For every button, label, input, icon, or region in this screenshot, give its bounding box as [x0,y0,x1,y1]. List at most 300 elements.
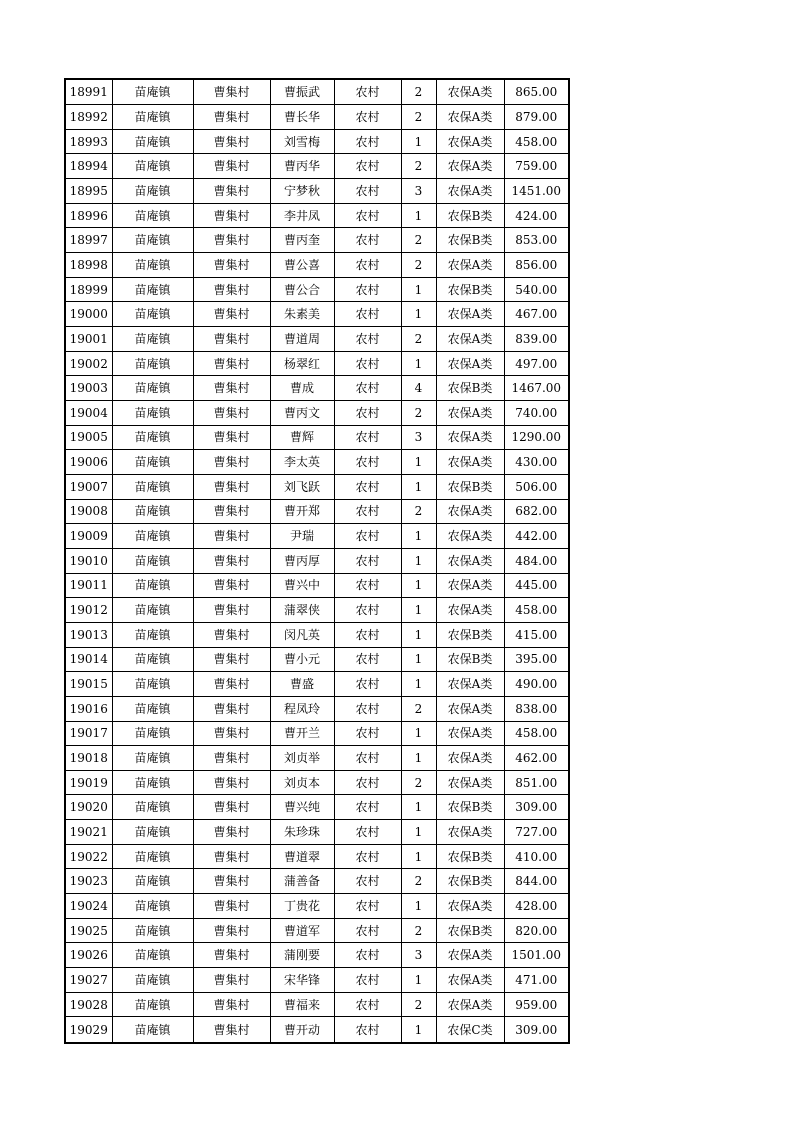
cell-residence-type: 农村 [334,79,401,105]
cell-village: 曹集村 [193,105,270,130]
cell-village: 曹集村 [193,499,270,524]
cell-town: 苗庵镇 [112,1017,193,1043]
cell-town: 苗庵镇 [112,302,193,327]
cell-insurance-category: 农保B类 [436,795,504,820]
cell-insurance-category: 农保B类 [436,869,504,894]
cell-person-count: 1 [401,1017,436,1043]
cell-amount: 467.00 [504,302,569,327]
cell-person-count: 1 [401,968,436,993]
cell-person-count: 2 [401,918,436,943]
cell-record-id: 18995 [65,179,112,204]
cell-village: 曹集村 [193,844,270,869]
cell-record-id: 19014 [65,647,112,672]
cell-record-id: 19001 [65,327,112,352]
cell-village: 曹集村 [193,647,270,672]
cell-town: 苗庵镇 [112,598,193,623]
cell-residence-type: 农村 [334,869,401,894]
cell-insurance-category: 农保A类 [436,400,504,425]
table-row [65,302,569,327]
cell-amount: 424.00 [504,203,569,228]
cell-village: 曹集村 [193,450,270,475]
cell-record-id: 19016 [65,696,112,721]
cell-person-name: 曹丙华 [270,154,334,179]
cell-record-id: 18992 [65,105,112,130]
cell-record-id: 19022 [65,844,112,869]
cell-residence-type: 农村 [334,302,401,327]
cell-person-count: 1 [401,598,436,623]
cell-person-name: 曹福来 [270,992,334,1017]
table-row [65,105,569,130]
cell-village: 曹集村 [193,672,270,697]
cell-insurance-category: 农保A类 [436,129,504,154]
cell-town: 苗庵镇 [112,746,193,771]
cell-village: 曹集村 [193,376,270,401]
cell-person-count: 2 [401,696,436,721]
table-row [65,524,569,549]
cell-insurance-category: 农保A类 [436,672,504,697]
table-row [65,1017,569,1043]
cell-record-id: 19006 [65,450,112,475]
cell-residence-type: 农村 [334,844,401,869]
cell-residence-type: 农村 [334,622,401,647]
cell-insurance-category: 农保A类 [436,548,504,573]
cell-residence-type: 农村 [334,770,401,795]
cell-person-count: 2 [401,105,436,130]
cell-person-count: 1 [401,129,436,154]
cell-residence-type: 农村 [334,647,401,672]
cell-residence-type: 农村 [334,943,401,968]
cell-person-name: 曹振武 [270,79,334,105]
cell-person-name: 朱素美 [270,302,334,327]
cell-town: 苗庵镇 [112,450,193,475]
cell-town: 苗庵镇 [112,894,193,919]
cell-amount: 820.00 [504,918,569,943]
cell-residence-type: 农村 [334,968,401,993]
cell-amount: 1451.00 [504,179,569,204]
cell-town: 苗庵镇 [112,820,193,845]
cell-person-count: 2 [401,869,436,894]
cell-person-name: 刘贞本 [270,770,334,795]
table-row [65,548,569,573]
cell-village: 曹集村 [193,228,270,253]
table-row [65,277,569,302]
cell-person-count: 1 [401,573,436,598]
cell-record-id: 19017 [65,721,112,746]
cell-town: 苗庵镇 [112,499,193,524]
table-row [65,79,569,105]
cell-amount: 458.00 [504,598,569,623]
cell-amount: 879.00 [504,105,569,130]
cell-town: 苗庵镇 [112,474,193,499]
cell-village: 曹集村 [193,820,270,845]
table-row [65,992,569,1017]
cell-record-id: 19025 [65,918,112,943]
cell-record-id: 18993 [65,129,112,154]
table-row [65,844,569,869]
cell-record-id: 19007 [65,474,112,499]
table-row [65,894,569,919]
cell-person-name: 程凤玲 [270,696,334,721]
cell-village: 曹集村 [193,129,270,154]
cell-town: 苗庵镇 [112,943,193,968]
cell-residence-type: 农村 [334,1017,401,1043]
cell-town: 苗庵镇 [112,327,193,352]
cell-person-name: 曹小元 [270,647,334,672]
cell-insurance-category: 农保A类 [436,253,504,278]
cell-town: 苗庵镇 [112,179,193,204]
cell-person-name: 刘贞举 [270,746,334,771]
cell-amount: 442.00 [504,524,569,549]
cell-insurance-category: 农保A类 [436,524,504,549]
cell-town: 苗庵镇 [112,770,193,795]
cell-person-name: 曹开动 [270,1017,334,1043]
cell-amount: 428.00 [504,894,569,919]
cell-person-name: 蒲刚要 [270,943,334,968]
cell-person-count: 2 [401,253,436,278]
cell-residence-type: 农村 [334,277,401,302]
cell-town: 苗庵镇 [112,105,193,130]
cell-person-name: 曹兴中 [270,573,334,598]
cell-village: 曹集村 [193,179,270,204]
table-row [65,253,569,278]
cell-insurance-category: 农保B类 [436,918,504,943]
cell-residence-type: 农村 [334,376,401,401]
cell-amount: 759.00 [504,154,569,179]
cell-residence-type: 农村 [334,425,401,450]
cell-village: 曹集村 [193,746,270,771]
cell-amount: 395.00 [504,647,569,672]
cell-amount: 959.00 [504,992,569,1017]
cell-village: 曹集村 [193,253,270,278]
cell-insurance-category: 农保A类 [436,721,504,746]
cell-person-count: 4 [401,376,436,401]
cell-person-count: 1 [401,622,436,647]
cell-residence-type: 农村 [334,499,401,524]
cell-town: 苗庵镇 [112,918,193,943]
cell-person-count: 1 [401,548,436,573]
cell-record-id: 19012 [65,598,112,623]
cell-village: 曹集村 [193,696,270,721]
cell-record-id: 18998 [65,253,112,278]
cell-town: 苗庵镇 [112,277,193,302]
cell-person-count: 2 [401,400,436,425]
cell-record-id: 19004 [65,400,112,425]
cell-record-id: 19029 [65,1017,112,1043]
cell-town: 苗庵镇 [112,253,193,278]
cell-amount: 415.00 [504,622,569,647]
cell-insurance-category: 农保A类 [436,770,504,795]
cell-amount: 1501.00 [504,943,569,968]
table-row [65,968,569,993]
cell-insurance-category: 农保A类 [436,696,504,721]
table-row [65,499,569,524]
table-row [65,179,569,204]
cell-village: 曹集村 [193,943,270,968]
cell-insurance-category: 农保A类 [436,992,504,1017]
cell-amount: 309.00 [504,1017,569,1043]
table-row [65,573,569,598]
cell-person-name: 曹道军 [270,918,334,943]
cell-amount: 851.00 [504,770,569,795]
cell-village: 曹集村 [193,79,270,105]
cell-village: 曹集村 [193,992,270,1017]
cell-person-name: 闵凡英 [270,622,334,647]
cell-insurance-category: 农保C类 [436,1017,504,1043]
cell-town: 苗庵镇 [112,203,193,228]
cell-residence-type: 农村 [334,820,401,845]
cell-record-id: 19021 [65,820,112,845]
records-table [64,78,570,1044]
cell-town: 苗庵镇 [112,154,193,179]
table-row [65,943,569,968]
cell-person-count: 1 [401,302,436,327]
cell-village: 曹集村 [193,598,270,623]
cell-person-name: 曹丙厚 [270,548,334,573]
cell-record-id: 18994 [65,154,112,179]
cell-insurance-category: 农保A类 [436,499,504,524]
cell-residence-type: 农村 [334,696,401,721]
cell-town: 苗庵镇 [112,79,193,105]
cell-amount: 309.00 [504,795,569,820]
cell-person-name: 曹兴纯 [270,795,334,820]
cell-village: 曹集村 [193,721,270,746]
cell-amount: 682.00 [504,499,569,524]
cell-residence-type: 农村 [334,450,401,475]
cell-town: 苗庵镇 [112,425,193,450]
cell-person-name: 蒲善备 [270,869,334,894]
cell-amount: 497.00 [504,351,569,376]
cell-insurance-category: 农保A类 [436,105,504,130]
cell-village: 曹集村 [193,770,270,795]
cell-insurance-category: 农保A类 [436,968,504,993]
cell-record-id: 19013 [65,622,112,647]
cell-town: 苗庵镇 [112,548,193,573]
cell-village: 曹集村 [193,425,270,450]
cell-insurance-category: 农保A类 [436,746,504,771]
cell-amount: 471.00 [504,968,569,993]
cell-person-count: 1 [401,351,436,376]
cell-person-name: 曹公喜 [270,253,334,278]
cell-record-id: 18997 [65,228,112,253]
cell-town: 苗庵镇 [112,400,193,425]
cell-person-name: 曹道翠 [270,844,334,869]
cell-amount: 740.00 [504,400,569,425]
cell-residence-type: 农村 [334,746,401,771]
cell-person-name: 曹丙文 [270,400,334,425]
cell-amount: 844.00 [504,869,569,894]
cell-person-name: 宋华锋 [270,968,334,993]
cell-insurance-category: 农保A类 [436,820,504,845]
cell-insurance-category: 农保A类 [436,943,504,968]
cell-insurance-category: 农保A类 [436,598,504,623]
cell-person-name: 曹辉 [270,425,334,450]
cell-person-name: 蒲翠侠 [270,598,334,623]
cell-person-name: 朱珍珠 [270,820,334,845]
cell-residence-type: 农村 [334,721,401,746]
cell-town: 苗庵镇 [112,622,193,647]
cell-village: 曹集村 [193,548,270,573]
cell-person-name: 曹公合 [270,277,334,302]
cell-amount: 838.00 [504,696,569,721]
cell-residence-type: 农村 [334,894,401,919]
cell-village: 曹集村 [193,154,270,179]
cell-amount: 856.00 [504,253,569,278]
cell-person-count: 2 [401,228,436,253]
cell-amount: 430.00 [504,450,569,475]
cell-person-count: 1 [401,672,436,697]
cell-amount: 458.00 [504,129,569,154]
cell-record-id: 19026 [65,943,112,968]
cell-residence-type: 农村 [334,253,401,278]
cell-amount: 506.00 [504,474,569,499]
cell-village: 曹集村 [193,400,270,425]
cell-village: 曹集村 [193,1017,270,1043]
cell-person-name: 丁贵花 [270,894,334,919]
cell-amount: 1290.00 [504,425,569,450]
cell-amount: 540.00 [504,277,569,302]
cell-person-name: 曹丙奎 [270,228,334,253]
cell-village: 曹集村 [193,203,270,228]
table-row [65,672,569,697]
cell-record-id: 19020 [65,795,112,820]
cell-insurance-category: 农保A类 [436,573,504,598]
cell-village: 曹集村 [193,277,270,302]
cell-residence-type: 农村 [334,129,401,154]
cell-residence-type: 农村 [334,228,401,253]
cell-person-count: 2 [401,499,436,524]
cell-town: 苗庵镇 [112,869,193,894]
cell-residence-type: 农村 [334,573,401,598]
cell-person-count: 2 [401,992,436,1017]
cell-amount: 462.00 [504,746,569,771]
cell-amount: 853.00 [504,228,569,253]
cell-village: 曹集村 [193,474,270,499]
cell-person-name: 李太英 [270,450,334,475]
table-row [65,918,569,943]
cell-amount: 484.00 [504,548,569,573]
table-row [65,474,569,499]
cell-record-id: 19003 [65,376,112,401]
table-row [65,351,569,376]
cell-insurance-category: 农保A类 [436,327,504,352]
cell-person-count: 1 [401,277,436,302]
cell-residence-type: 农村 [334,524,401,549]
table-row [65,154,569,179]
cell-residence-type: 农村 [334,327,401,352]
cell-amount: 865.00 [504,79,569,105]
table-row [65,721,569,746]
cell-record-id: 19027 [65,968,112,993]
table-row [65,622,569,647]
records-table-body [65,79,569,1043]
cell-village: 曹集村 [193,869,270,894]
table-row [65,647,569,672]
cell-person-count: 3 [401,943,436,968]
cell-record-id: 19024 [65,894,112,919]
cell-record-id: 19028 [65,992,112,1017]
cell-town: 苗庵镇 [112,129,193,154]
cell-record-id: 19018 [65,746,112,771]
cell-insurance-category: 农保A类 [436,425,504,450]
table-row [65,450,569,475]
cell-amount: 1467.00 [504,376,569,401]
cell-village: 曹集村 [193,573,270,598]
cell-record-id: 19008 [65,499,112,524]
cell-amount: 458.00 [504,721,569,746]
cell-insurance-category: 农保B类 [436,203,504,228]
cell-insurance-category: 农保B类 [436,277,504,302]
cell-town: 苗庵镇 [112,672,193,697]
cell-village: 曹集村 [193,302,270,327]
cell-residence-type: 农村 [334,203,401,228]
cell-person-count: 1 [401,746,436,771]
cell-insurance-category: 农保A类 [436,179,504,204]
cell-residence-type: 农村 [334,105,401,130]
cell-village: 曹集村 [193,795,270,820]
cell-town: 苗庵镇 [112,647,193,672]
cell-insurance-category: 农保B类 [436,376,504,401]
cell-residence-type: 农村 [334,992,401,1017]
cell-person-name: 曹开兰 [270,721,334,746]
cell-insurance-category: 农保B类 [436,647,504,672]
cell-record-id: 19023 [65,869,112,894]
cell-village: 曹集村 [193,918,270,943]
cell-record-id: 19005 [65,425,112,450]
cell-person-name: 刘雪梅 [270,129,334,154]
cell-person-count: 1 [401,647,436,672]
cell-person-count: 1 [401,795,436,820]
cell-residence-type: 农村 [334,598,401,623]
table-row [65,746,569,771]
table-row [65,869,569,894]
table-row [65,129,569,154]
cell-insurance-category: 农保B类 [436,228,504,253]
cell-amount: 410.00 [504,844,569,869]
table-row [65,425,569,450]
cell-person-count: 3 [401,179,436,204]
cell-insurance-category: 农保A类 [436,79,504,105]
cell-person-name: 刘飞跃 [270,474,334,499]
cell-person-count: 2 [401,79,436,105]
table-sheet [64,78,570,1044]
cell-town: 苗庵镇 [112,696,193,721]
table-row [65,598,569,623]
cell-person-count: 1 [401,844,436,869]
table-row [65,400,569,425]
cell-residence-type: 农村 [334,548,401,573]
cell-village: 曹集村 [193,327,270,352]
cell-residence-type: 农村 [334,400,401,425]
cell-person-count: 3 [401,425,436,450]
cell-amount: 490.00 [504,672,569,697]
cell-residence-type: 农村 [334,672,401,697]
cell-insurance-category: 农保B类 [436,622,504,647]
cell-village: 曹集村 [193,894,270,919]
cell-insurance-category: 农保A类 [436,894,504,919]
cell-person-count: 1 [401,820,436,845]
cell-insurance-category: 农保A类 [436,351,504,376]
cell-insurance-category: 农保A类 [436,450,504,475]
cell-person-count: 2 [401,770,436,795]
cell-person-count: 1 [401,524,436,549]
cell-person-name: 杨翠红 [270,351,334,376]
cell-town: 苗庵镇 [112,524,193,549]
cell-insurance-category: 农保B类 [436,844,504,869]
cell-person-count: 1 [401,894,436,919]
table-row [65,228,569,253]
cell-residence-type: 农村 [334,351,401,376]
cell-town: 苗庵镇 [112,573,193,598]
